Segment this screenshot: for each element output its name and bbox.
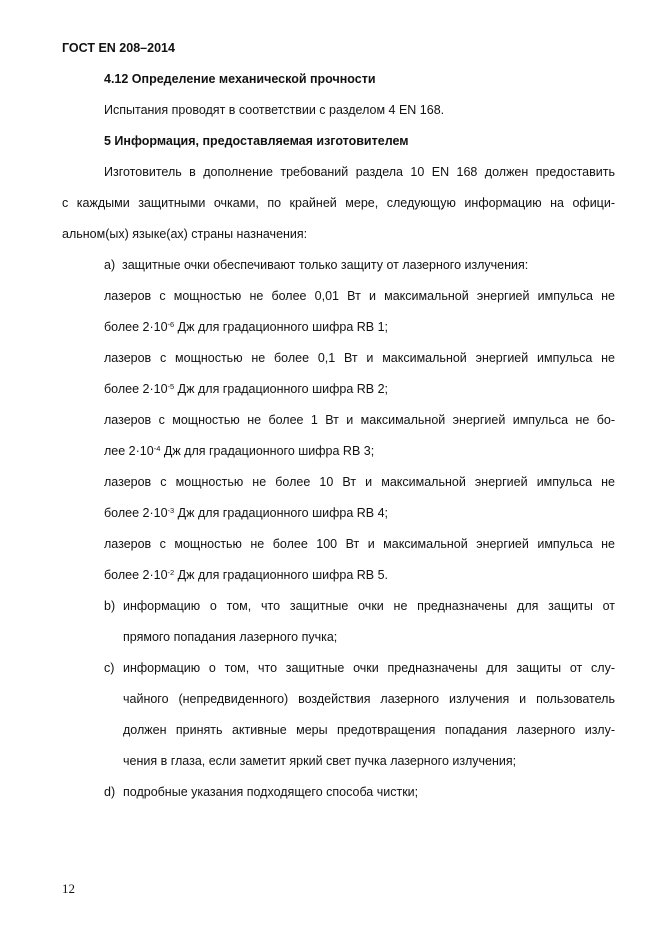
section-5-intro-line-2: с каждыми защитными очками, по крайней мере, следующую информацию на офици- [62, 196, 615, 210]
grade-rb4-line-2: более $2\cdot 10^{-3}$ Дж для градационного шифра RB 4; [104, 506, 389, 520]
item-d-text: подробные указания подходящего способа чистки; [123, 785, 419, 799]
grade-rb2-line-2: более $2\cdot 10^{-5}$ Дж для градационного шифра RB 2; [104, 382, 389, 396]
item-c-line-4: чения в глаза, если заметит яркий свет пучка лазерного излучения; [123, 754, 517, 768]
grade-rb3-line-2: лее $2\cdot 10^{-4}$ Дж для градационного шифра RB 3; [104, 444, 375, 458]
item-c-line-1: информацию о том, что защитные очки предназначены для защиты от слу- [123, 661, 615, 675]
item-c-line-3: должен принять активные меры предотвращения попадания лазерного излу- [123, 723, 615, 737]
page-number: 12 [62, 881, 75, 896]
item-b-line-1: информацию о том, что защитные очки не предназначены для защиты от [123, 599, 615, 613]
grade-rb5-line-1: лазеров с мощностью не более 100 Вт и максимальной энергией импульса не [104, 537, 615, 551]
grade-rb2-line-1: лазеров с мощностью не более 0,1 Вт и максимальной энергией импульса не [104, 351, 615, 365]
grade-rb4-line-1: лазеров с мощностью не более 10 Вт и максимальной энергией импульса не [104, 475, 615, 489]
section-5-intro-line-1: Изготовитель в дополнение требований раздела 10 EN 168 должен предоставить [104, 165, 615, 179]
item-c-label: c) [104, 661, 115, 675]
section-4-12-heading: 4.12 Определение механической прочности [104, 72, 376, 86]
grade-rb1-line-2: более $2\cdot 10^{-6}$ Дж для градационного шифра RB 1; [104, 320, 389, 334]
grade-rb1-line-1: лазеров с мощностью не более 0,01 Вт и максимальной энергией импульса не [104, 289, 615, 303]
item-a-label: a) [104, 258, 116, 272]
grade-rb3-line-1: лазеров с мощностью не более 1 Вт и максимальной энергией импульса не бо- [104, 413, 615, 427]
item-d-label: d) [104, 785, 116, 799]
item-c-line-2: чайного (непредвиденного) воздействия лазерного излучения и пользователь [123, 692, 615, 706]
item-a-text: защитные очки обеспечивают только защиту от лазерного излучения: [122, 258, 529, 272]
section-4-12-text: Испытания проводят в соответствии с разделом 4 EN 168. [104, 103, 445, 117]
section-5-intro-line-3: альном(ых) языке(ах) страны назначения: [62, 227, 308, 241]
item-b-line-2: прямого попадания лазерного пучка; [123, 630, 338, 644]
grade-rb5-line-2: более $2\cdot 10^{-2}$ Дж для градационного шифра RB 5. [104, 568, 389, 582]
section-5-heading: 5 Информация, предоставляемая изготовителем [104, 134, 409, 148]
standard-header: ГОСТ EN 208–2014 [62, 41, 175, 55]
item-b-label: b) [104, 599, 116, 613]
